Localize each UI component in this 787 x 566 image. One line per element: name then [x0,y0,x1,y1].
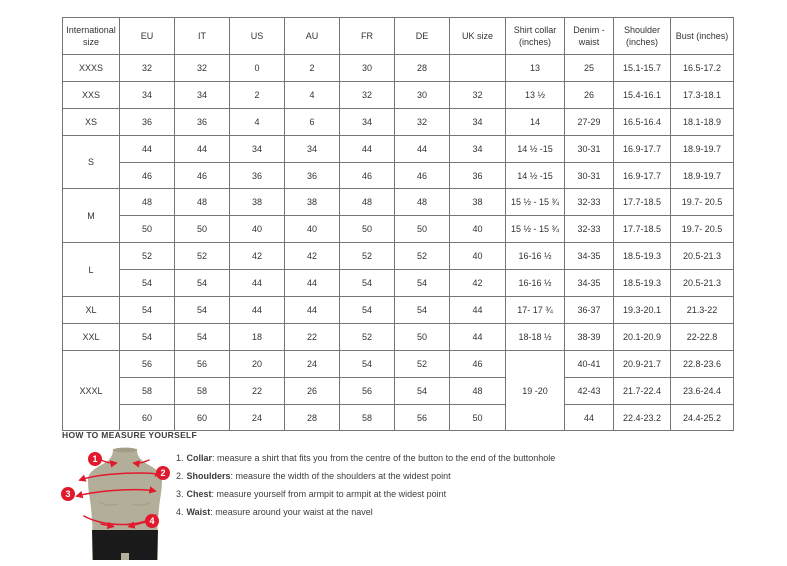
table-cell [450,55,506,82]
column-header: FR [340,18,395,55]
table-cell: 44 [230,297,285,324]
table-cell: 38-39 [565,323,614,350]
table-cell: 48 [340,189,395,216]
table-row [63,189,734,216]
measure-section-heading: HOW TO MEASURE YOURSELF [62,430,198,440]
table-cell: 32 [120,55,175,82]
table-cell: 44 [340,135,395,162]
instruction-text: : measure a shirt that fits you from the centre of the button to the end of the buttonhole [212,453,556,463]
table-cell: 18.5-19.3 [614,243,671,270]
table-cell: 50 [395,323,450,350]
column-header: AU [285,18,340,55]
measure-instruction-chest [176,485,555,503]
table-cell: 40 [230,216,285,243]
table-cell: 19.7- 20.5 [671,189,734,216]
size-table [62,17,734,431]
table-cell: 44 [450,297,506,324]
table-cell: 30 [340,55,395,82]
table-cell: 42 [450,270,506,297]
badge-number: 2 [160,468,166,479]
table-cell: 15.1-15.7 [614,55,671,82]
table-cell: 60 [175,404,230,431]
table-cell: 50 [340,216,395,243]
table-cell: 30-31 [565,162,614,189]
table-cell: 16.9-17.7 [614,135,671,162]
table-cell: XXXS [63,55,120,82]
table-cell: 42-43 [565,377,614,404]
table-cell: 20.5-21.3 [671,270,734,297]
table-cell: 34 [285,135,340,162]
table-row [63,270,734,297]
table-cell: 19.3-20.1 [614,297,671,324]
table-cell: 30 [395,81,450,108]
instruction-number: 2. [176,471,184,481]
table-cell: 50 [120,216,175,243]
table-cell: 28 [395,55,450,82]
instruction-label: Chest [186,489,212,499]
column-header: Bust (inches) [671,18,734,55]
table-cell: 42 [230,243,285,270]
table-cell: 34 [340,108,395,135]
instruction-text: : measure yourself from armpit to armpit at the widest point [211,489,447,499]
table-cell: 40 [285,216,340,243]
table-row [63,162,734,189]
table-cell: 22 [230,377,285,404]
table-row [63,55,734,82]
table-cell: 17- 17 ¾ [506,297,565,324]
table-row [63,350,734,377]
instruction-number: 1. [176,453,184,463]
table-cell: 30-31 [565,135,614,162]
column-header: Shoulder (inches) [614,18,671,55]
table-cell: 52 [395,243,450,270]
table-cell: 17.7-18.5 [614,216,671,243]
table-cell: 24 [230,404,285,431]
table-cell: 32 [340,81,395,108]
table-cell: 46 [340,162,395,189]
table-cell: 50 [395,216,450,243]
table-cell: 18.9-19.7 [671,162,734,189]
table-row [63,216,734,243]
table-cell: 20.9-21.7 [614,350,671,377]
table-row [63,81,734,108]
table-cell: 46 [175,162,230,189]
table-cell: 44 [450,323,506,350]
table-cell: 2 [285,55,340,82]
table-cell: 24.4-25.2 [671,404,734,431]
table-cell: 4 [285,81,340,108]
instruction-label: Collar [186,453,213,463]
table-cell: 32 [450,81,506,108]
table-cell: 22-22.8 [671,323,734,350]
table-cell: 28 [285,404,340,431]
table-cell: XXL [63,323,120,350]
table-cell: 20.1-20.9 [614,323,671,350]
table-cell: 20.5-21.3 [671,243,734,270]
measure-instructions-list [176,449,555,521]
table-cell: XL [63,297,120,324]
table-cell: 32-33 [565,189,614,216]
table-cell: XXS [63,81,120,108]
table-cell: XS [63,108,120,135]
table-cell: 44 [285,270,340,297]
table-cell: 27-29 [565,108,614,135]
column-header: IT [175,18,230,55]
table-cell: 36-37 [565,297,614,324]
table-cell: 36 [285,162,340,189]
table-cell: 22.4-23.2 [614,404,671,431]
table-cell: 20 [230,350,285,377]
table-cell: 40 [450,216,506,243]
badge-number: 3 [65,489,71,500]
table-cell: 44 [285,297,340,324]
table-cell: 18.1-18.9 [671,108,734,135]
table-cell: 38 [450,189,506,216]
table-cell: 26 [285,377,340,404]
table-cell: M [63,189,120,243]
column-header: UK size [450,18,506,55]
table-cell: XXXL [63,350,120,431]
instruction-text: : measure the width of the shoulders at the widest point [230,471,451,481]
table-cell: 34 [230,135,285,162]
table-cell: 23.6-24.4 [671,377,734,404]
table-row [63,377,734,404]
measure-instruction-waist [176,503,555,521]
header-row [63,18,734,55]
table-cell: 36 [175,108,230,135]
table-cell: 13 ½ [506,81,565,108]
measure-point-2-badge [156,466,170,480]
table-cell: 50 [175,216,230,243]
table-cell: 34-35 [565,270,614,297]
table-cell: 58 [120,377,175,404]
table-cell: 54 [175,297,230,324]
table-cell: L [63,243,120,297]
measure-point-1-badge [88,452,102,466]
table-cell: 34-35 [565,243,614,270]
table-cell: 58 [175,377,230,404]
column-header: US [230,18,285,55]
column-header: DE [395,18,450,55]
table-cell: 54 [395,270,450,297]
table-cell: 46 [395,162,450,189]
table-cell: 36 [450,162,506,189]
table-cell: 52 [395,350,450,377]
table-cell: 38 [285,189,340,216]
table-cell: 54 [175,323,230,350]
measure-point-3-badge [61,487,75,501]
table-cell: 14 ½ -15 [506,135,565,162]
table-cell: 18-18 ½ [506,323,565,350]
table-cell: 48 [175,189,230,216]
table-cell: 38 [230,189,285,216]
table-cell: 54 [120,297,175,324]
table-cell: 42 [285,243,340,270]
table-cell: 25 [565,55,614,82]
table-cell: 22.8-23.6 [671,350,734,377]
table-cell: 34 [450,135,506,162]
table-cell: 32 [395,108,450,135]
table-cell: 34 [120,81,175,108]
table-cell: 13 [506,55,565,82]
table-cell: 16.9-17.7 [614,162,671,189]
table-cell: 50 [450,404,506,431]
table-cell: 19 -20 [506,350,565,431]
table-cell: 6 [285,108,340,135]
table-cell: 52 [340,323,395,350]
table-cell: 16-16 ½ [506,243,565,270]
table-cell: 4 [230,108,285,135]
table-cell: 54 [340,270,395,297]
table-cell: 60 [120,404,175,431]
column-header: International size [63,18,120,55]
table-cell: 18 [230,323,285,350]
table-cell: 44 [120,135,175,162]
badge-number: 4 [149,516,155,527]
column-header: Denim - waist [565,18,614,55]
table-cell: 32 [175,55,230,82]
measure-instruction-collar [176,449,555,467]
table-row [63,243,734,270]
table-cell: 44 [230,270,285,297]
table-cell: 32-33 [565,216,614,243]
table-cell: 34 [450,108,506,135]
table-cell: 2 [230,81,285,108]
table-cell: 48 [120,189,175,216]
table-cell: 44 [175,135,230,162]
table-cell: 54 [120,323,175,350]
table-cell: 46 [450,350,506,377]
table-row [63,297,734,324]
table-cell: 36 [230,162,285,189]
instruction-label: Waist [186,507,211,517]
table-cell: 15 ½ - 15 ¾ [506,216,565,243]
table-cell: 58 [340,404,395,431]
table-cell: 56 [395,404,450,431]
table-cell: 52 [340,243,395,270]
table-cell: 54 [395,297,450,324]
table-cell: 21.7-22.4 [614,377,671,404]
table-cell: 48 [450,377,506,404]
measure-point-4-badge [145,514,159,528]
table-cell: 54 [340,297,395,324]
table-cell: 44 [565,404,614,431]
table-row [63,404,734,431]
table-cell: 34 [175,81,230,108]
measure-instruction-shoulders [176,467,555,485]
instruction-number: 3. [176,489,184,499]
table-row [63,323,734,350]
table-cell: 54 [395,377,450,404]
table-row [63,108,734,135]
table-cell: S [63,135,120,189]
table-cell: 0 [230,55,285,82]
table-cell: 15.4-16.1 [614,81,671,108]
table-cell: 15 ½ - 15 ¾ [506,189,565,216]
table-cell: 26 [565,81,614,108]
instruction-label: Shoulders [186,471,231,481]
table-cell: 40 [450,243,506,270]
table-cell: 54 [340,350,395,377]
table-cell: 56 [120,350,175,377]
table-cell: 46 [120,162,175,189]
table-cell: 48 [395,189,450,216]
table-cell: 52 [120,243,175,270]
table-cell: 54 [120,270,175,297]
table-cell: 14 [506,108,565,135]
table-cell: 56 [340,377,395,404]
mannequin-illustration [55,446,180,564]
table-row [63,135,734,162]
table-cell: 36 [120,108,175,135]
table-cell: 21.3-22 [671,297,734,324]
table-cell: 18.9-19.7 [671,135,734,162]
table-cell: 52 [175,243,230,270]
column-header: Shirt collar (inches) [506,18,565,55]
table-cell: 16-16 ½ [506,270,565,297]
table-cell: 17.3-18.1 [671,81,734,108]
table-cell: 17.7-18.5 [614,189,671,216]
badge-number: 1 [92,454,98,465]
table-cell: 54 [175,270,230,297]
table-cell: 40-41 [565,350,614,377]
column-header: EU [120,18,175,55]
table-cell: 24 [285,350,340,377]
table-cell: 22 [285,323,340,350]
table-cell: 56 [175,350,230,377]
table-cell: 16.5-17.2 [671,55,734,82]
table-cell: 19.7- 20.5 [671,216,734,243]
table-cell: 44 [395,135,450,162]
table-cell: 16.5-16.4 [614,108,671,135]
instruction-text: : measure around your waist at the navel [210,507,373,517]
table-cell: 18.5-19.3 [614,270,671,297]
table-cell: 14 ½ -15 [506,162,565,189]
instruction-number: 4. [176,507,184,517]
